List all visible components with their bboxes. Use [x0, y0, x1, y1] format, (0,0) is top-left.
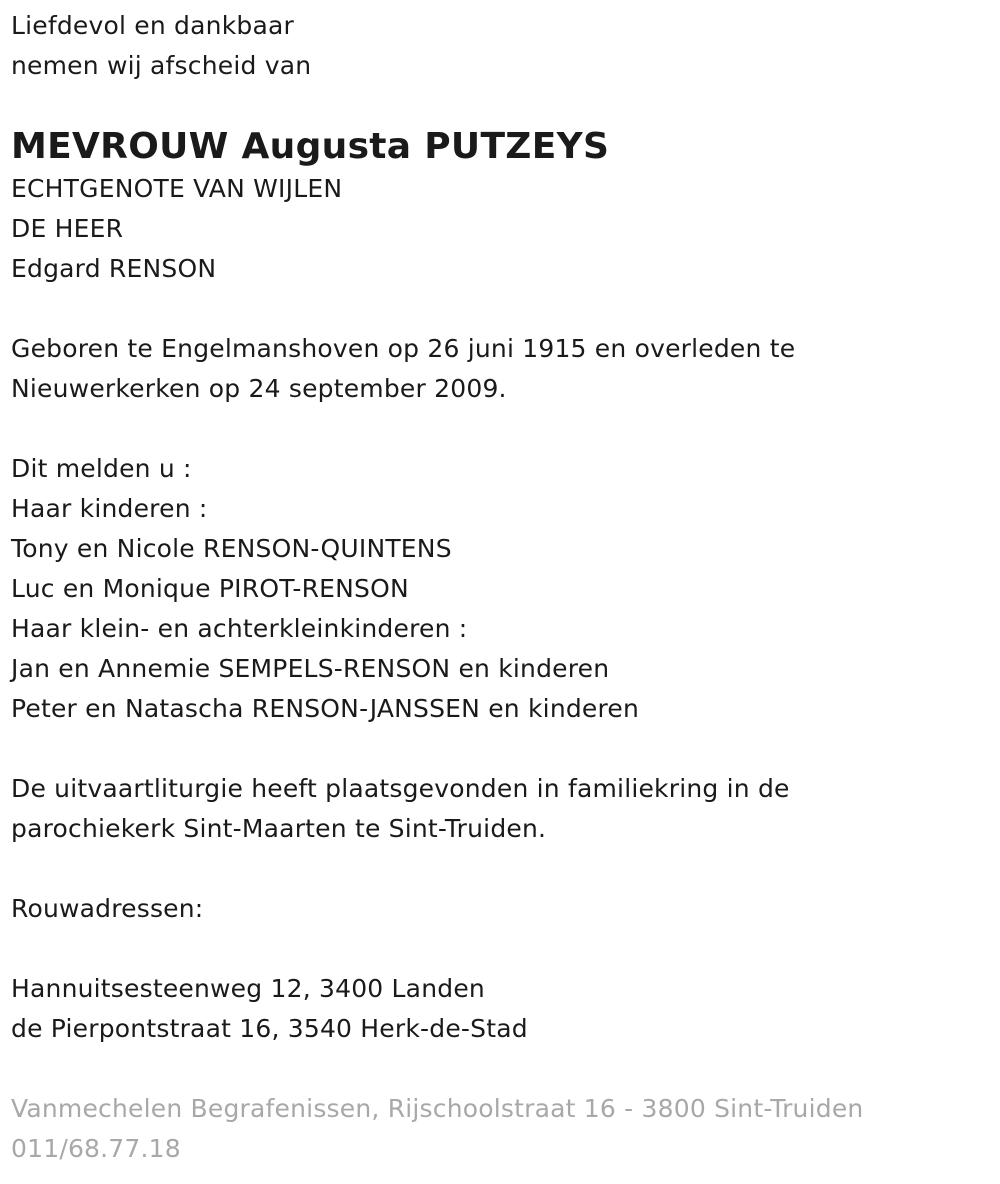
funeral-home-phone: 011/68.77.18: [11, 1134, 181, 1163]
address-line: Hannuitsesteenweg 12, 3400 Landen: [11, 974, 485, 1003]
obituary-notice: [11, 6, 991, 1169]
relation-block: [11, 169, 991, 289]
birth-death-line: Nieuwerkerken op 24 september 2009.: [11, 374, 507, 403]
birth-death-block: [11, 329, 991, 409]
relation-line: Edgard RENSON: [11, 254, 217, 283]
deceased-name: MEVROUW Augusta PUTZEYS: [11, 126, 610, 167]
funeral-line: De uitvaartliturgie heeft plaatsgevonden in familiekring in de: [11, 774, 790, 803]
announcement-block: [11, 449, 991, 729]
address-line: de Pierpontstraat 16, 3540 Herk-de-Stad: [11, 1014, 528, 1043]
child-entry: Tony en Nicole RENSON-QUINTENS: [11, 534, 452, 563]
intro-line: nemen wij afscheid van: [11, 51, 312, 80]
addresses-block: [11, 969, 991, 1049]
children-heading: Haar kinderen :: [11, 494, 208, 523]
grandchild-entry: Peter en Natascha RENSON-JANSSEN en kinderen: [11, 694, 640, 723]
grandchild-entry: Jan en Annemie SEMPELS-RENSON en kinderen: [11, 654, 610, 683]
funeral-home-footer: [11, 1089, 991, 1169]
addresses-heading: Rouwadressen:: [11, 894, 204, 923]
relation-line: ECHTGENOTE VAN WIJLEN: [11, 174, 343, 203]
child-entry: Luc en Monique PIROT-RENSON: [11, 574, 409, 603]
funeral-home-address: Vanmechelen Begrafenissen, Rijschoolstraat 16 - 3800 Sint-Truiden: [11, 1094, 864, 1123]
birth-death-line: Geboren te Engelmanshoven op 26 juni 1915 en overleden te: [11, 334, 796, 363]
relation-line: DE HEER: [11, 214, 124, 243]
grandchildren-heading: Haar klein- en achterkleinkinderen :: [11, 614, 468, 643]
announcement-heading: Dit melden u :: [11, 454, 192, 483]
intro-block: [11, 6, 991, 86]
funeral-block: [11, 769, 991, 849]
funeral-line: parochiekerk Sint-Maarten te Sint-Truiden.: [11, 814, 547, 843]
intro-line: Liefdevol en dankbaar: [11, 11, 294, 40]
